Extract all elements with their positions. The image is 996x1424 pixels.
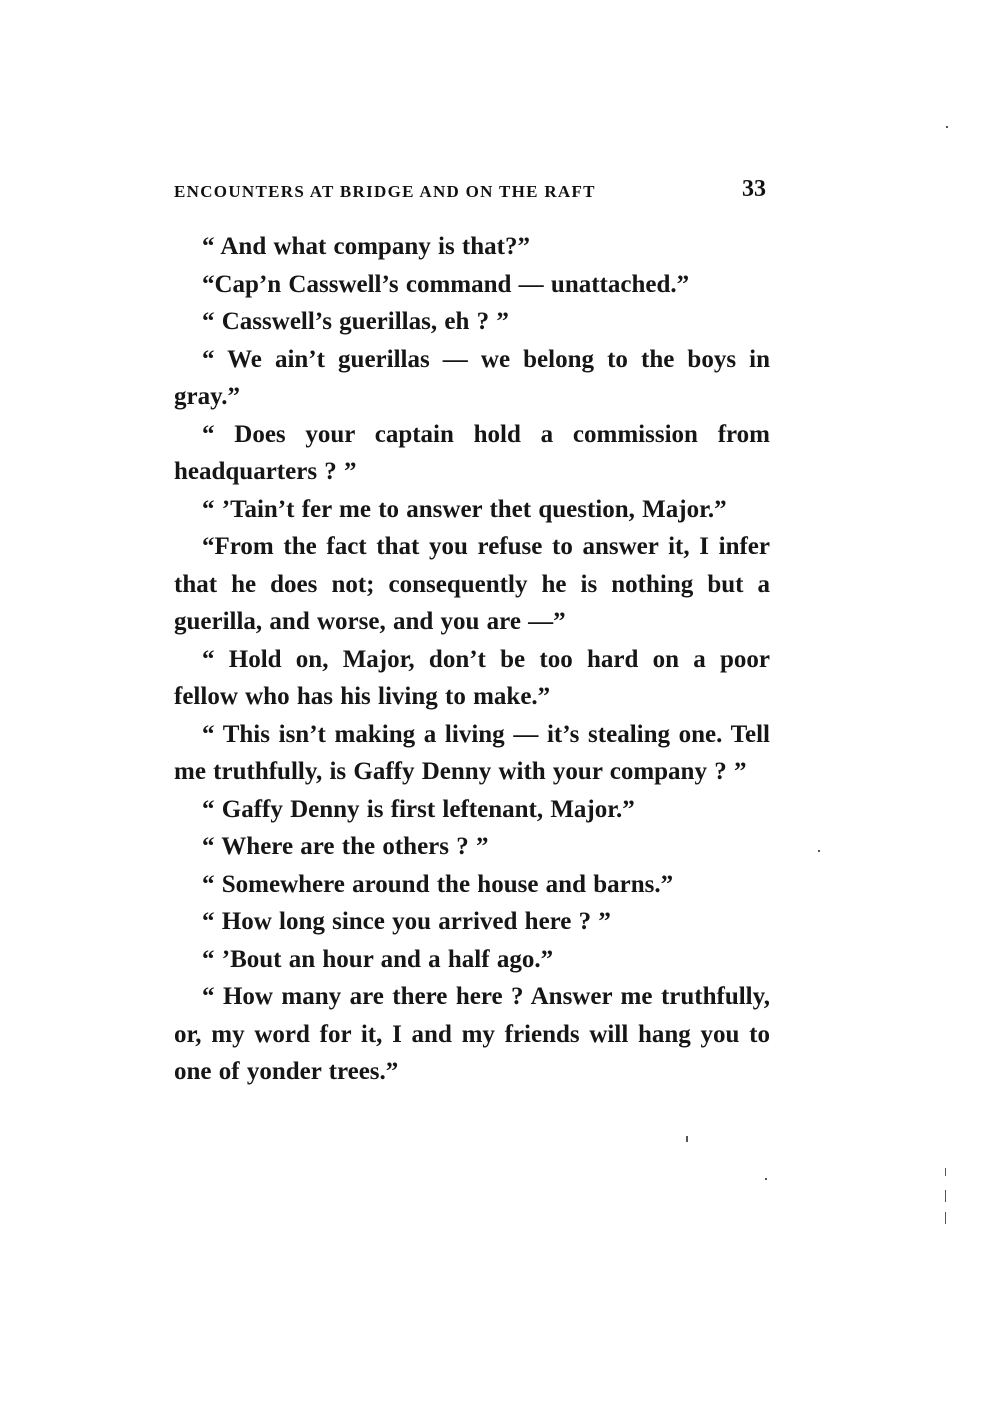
paragraph: “ We ain’t guerillas — we belong to the boys in gray.”	[174, 345, 770, 410]
paragraph: “ Hold on, Major, don’t be too hard on a poor fellow who has his living to make.”	[174, 645, 770, 710]
paragraph: “ ’Bout an hour and a half ago.”	[202, 945, 554, 973]
scan-speck	[945, 1168, 946, 1176]
paragraph: “ Does your captain hold a commission from headquarters ? ”	[174, 420, 770, 485]
paragraph: “Cap’n Casswell’s command — unattached.”	[202, 270, 690, 298]
paragraph: “ Somewhere around the house and barns.”	[202, 870, 674, 898]
paragraph: “ How long since you arrived here ? ”	[202, 908, 611, 935]
paragraph: “ Casswell’s guerillas, eh ? ”	[202, 308, 509, 335]
scan-speck	[818, 850, 820, 852]
running-head	[174, 176, 770, 210]
paragraph: “ And what company is that?”	[202, 233, 530, 260]
page-number: 33	[742, 176, 766, 202]
scan-speck	[945, 1190, 946, 1202]
paragraph: “ ’Tain’t fer me to answer thet question, Major.”	[202, 495, 727, 523]
scan-speck	[765, 1178, 767, 1180]
paragraph: “ Gaffy Denny is first leftenant, Major.”	[202, 795, 635, 823]
running-title: ENCOUNTERS AT BRIDGE AND ON THE RAFT	[174, 182, 596, 201]
body-text	[174, 228, 770, 1091]
paragraph: “ This isn’t making a living — it’s stealing one. Tell me truthfully, is Gaffy Denny with your company ? ”	[174, 720, 770, 785]
scan-speck	[946, 126, 948, 128]
paragraph: “From the fact that you refuse to answer it, I infer that he does not; consequently he is nothing but a guerilla, and worse, and you are —”	[174, 533, 770, 635]
scan-speck	[686, 1136, 688, 1142]
scan-speck	[945, 1212, 946, 1224]
paragraph: “ How many are there here ? Answer me truthfully, or, my word for it, I and my friends will hang you to one of yonder trees.”	[174, 983, 770, 1085]
paragraph: “ Where are the others ? ”	[202, 833, 489, 860]
